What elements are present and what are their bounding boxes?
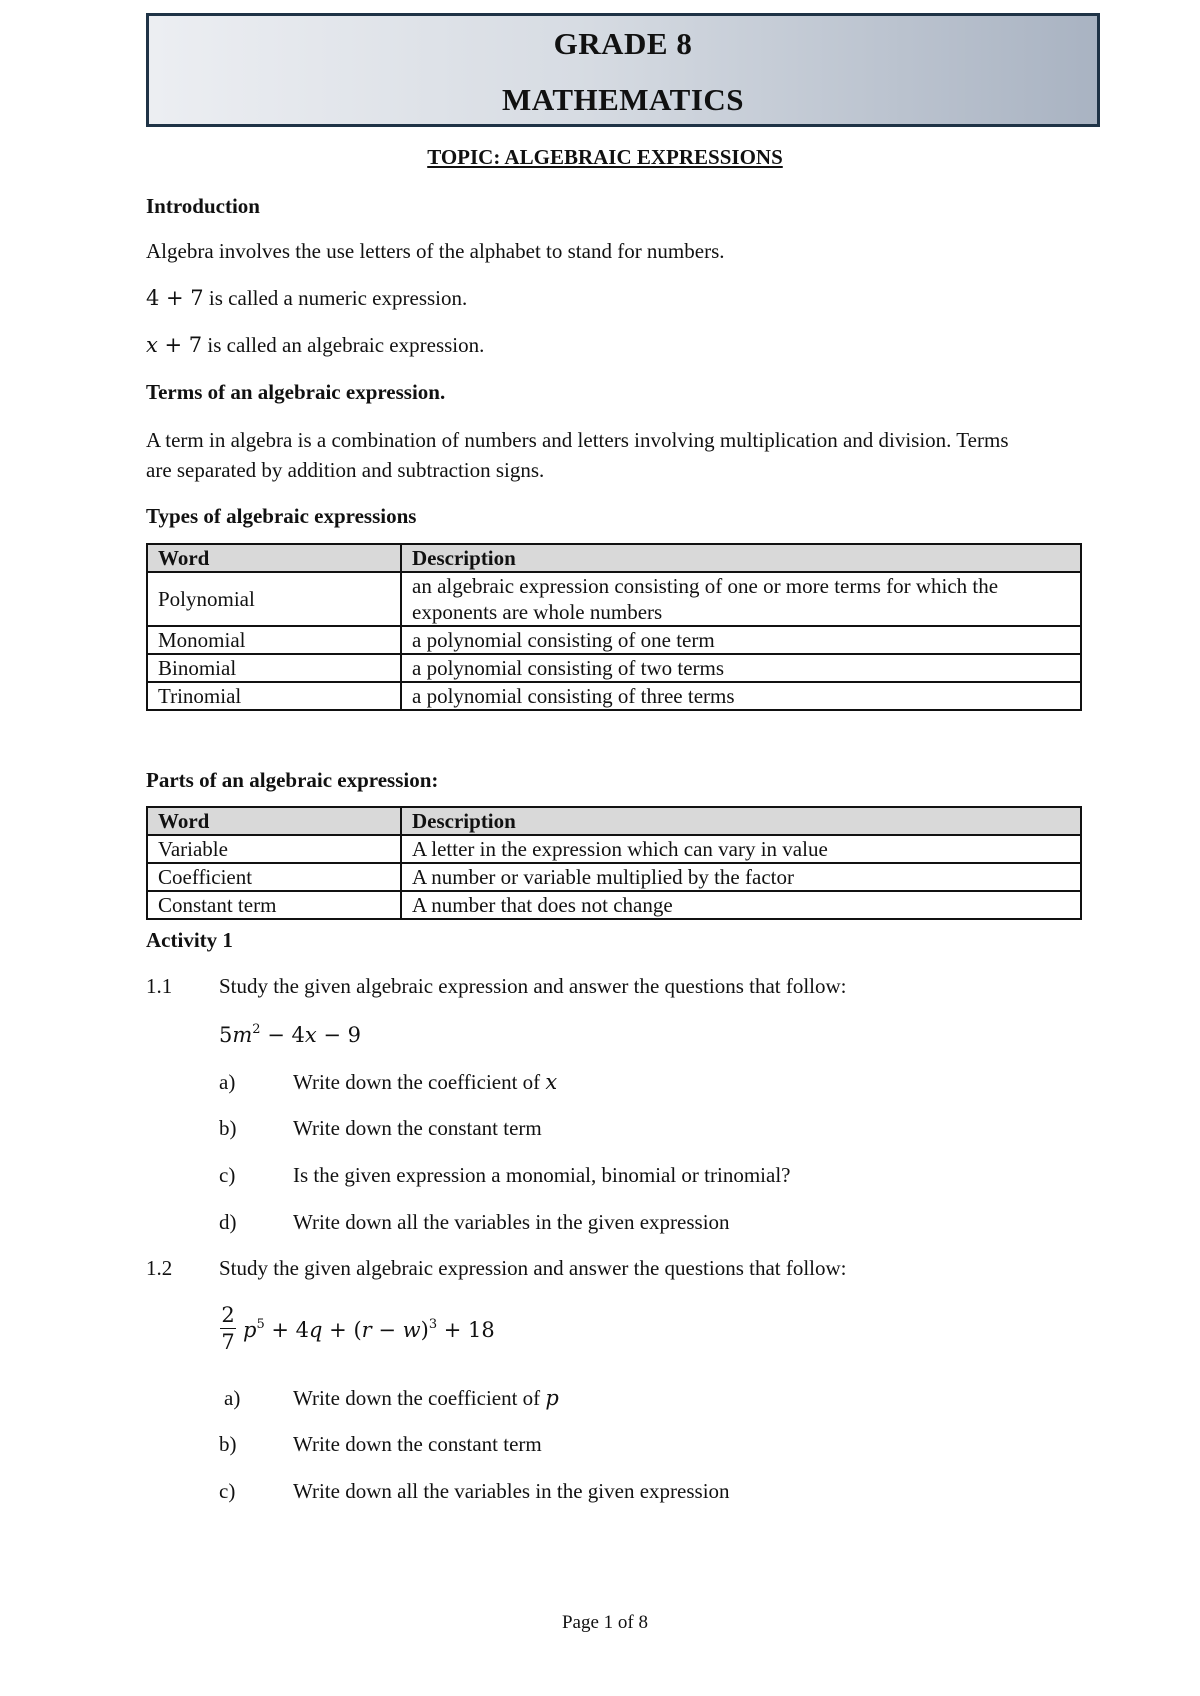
table-row bbox=[147, 835, 1081, 863]
algebraic-variable: x bbox=[146, 333, 158, 357]
table-row bbox=[147, 626, 1081, 654]
numeric-expression-text: is called a numeric expression. bbox=[203, 286, 468, 310]
question-text: Study the given algebraic expression and answer the questions that follow: bbox=[219, 1256, 847, 1280]
question-number: 1.1 bbox=[146, 974, 173, 998]
terms-heading: Terms of an algebraic expression. bbox=[146, 380, 446, 404]
table-cell-description: a polynomial consisting of one term bbox=[401, 626, 1081, 654]
table-header-row bbox=[147, 807, 1081, 835]
fraction-denominator: 7 bbox=[221, 1330, 235, 1354]
grade-title: GRADE 8 bbox=[553, 26, 693, 61]
table-cell-word: Variable bbox=[147, 835, 401, 863]
sub-question-text: Write down all the variables in the given expression bbox=[293, 1479, 730, 1503]
sub-question-text: Is the given expression a monomial, binomial or trinomial? bbox=[293, 1163, 791, 1187]
column-header: Word bbox=[147, 544, 401, 572]
table-cell-description: A number that does not change bbox=[401, 891, 1081, 919]
table-row bbox=[147, 891, 1081, 919]
sub-question-text: Write down the coefficient of p bbox=[293, 1386, 559, 1410]
numeric-expression: 4 + 7 bbox=[146, 286, 204, 310]
parts-heading: Parts of an algebraic expression: bbox=[146, 768, 439, 792]
table-cell-description: an algebraic expression consisting of one or more terms for which the exponents are whole numbers bbox=[401, 572, 1081, 626]
column-header: Description bbox=[401, 807, 1081, 835]
table-cell-description: a polynomial consisting of three terms bbox=[401, 682, 1081, 710]
table-cell-word: Constant term bbox=[147, 891, 401, 919]
algebraic-expression-line bbox=[146, 333, 484, 358]
table-cell-word: Coefficient bbox=[147, 863, 401, 891]
question-number: 1.2 bbox=[146, 1256, 173, 1280]
table-row bbox=[147, 572, 1081, 626]
sub-question-label: d) bbox=[219, 1210, 237, 1234]
terms-text: A term in algebra is a combination of numbers and letters involving multiplication and division. Terms are separated by addition and subtraction signs. bbox=[146, 428, 1009, 482]
table-header-row bbox=[147, 544, 1081, 572]
title-banner bbox=[146, 13, 1100, 127]
introduction-heading: Introduction bbox=[146, 194, 260, 218]
fraction bbox=[219, 1302, 237, 1355]
topic-heading: TOPIC: ALGEBRAIC EXPRESSIONS bbox=[427, 145, 783, 169]
sub-question-label: b) bbox=[219, 1432, 237, 1456]
question-expression: $p^5 + 4q + (r - w)^3 + 18$ bbox=[243, 1317, 495, 1342]
fraction-numerator: 2 bbox=[221, 1303, 235, 1327]
table-cell-description: A number or variable multiplied by the factor bbox=[401, 863, 1081, 891]
sub-question-text: Write down the constant term bbox=[293, 1116, 542, 1140]
algebraic-constant: + 7 bbox=[157, 333, 203, 357]
column-header: Word bbox=[147, 807, 401, 835]
sub-question-label: a) bbox=[224, 1386, 241, 1410]
table-cell-word: Trinomial bbox=[147, 682, 401, 710]
sub-question-label: a) bbox=[219, 1070, 236, 1094]
activity-heading: Activity 1 bbox=[146, 928, 233, 952]
table-cell-word: Polynomial bbox=[147, 572, 401, 626]
table-cell-word: Binomial bbox=[147, 654, 401, 682]
sub-question-text: Write down the constant term bbox=[293, 1432, 542, 1456]
parts-table bbox=[146, 806, 1082, 920]
question-text: Study the given algebraic expression and answer the questions that follow: bbox=[219, 974, 847, 998]
sub-question-text: Write down all the variables in the given expression bbox=[293, 1210, 730, 1234]
table-cell-word: Monomial bbox=[147, 626, 401, 654]
table-row bbox=[147, 682, 1081, 710]
page-number: Page 1 of 8 bbox=[561, 1612, 648, 1633]
subject-title: MATHEMATICS bbox=[501, 82, 745, 117]
algebraic-expression-text: is called an algebraic expression. bbox=[202, 333, 485, 357]
table-cell-description: A letter in the expression which can vary in value bbox=[401, 835, 1081, 863]
sub-question-label: c) bbox=[219, 1479, 236, 1503]
question-expression: $5m^2 - 4x - 9$ bbox=[219, 1022, 362, 1047]
sub-question-label: c) bbox=[219, 1163, 236, 1187]
table-cell-description: a polynomial consisting of two terms bbox=[401, 654, 1081, 682]
sub-question-text: Write down the coefficient of x bbox=[293, 1070, 558, 1094]
types-heading: Types of algebraic expressions bbox=[146, 504, 417, 528]
numeric-expression-line bbox=[146, 286, 467, 311]
sub-question-label: b) bbox=[219, 1116, 237, 1140]
table-row bbox=[147, 863, 1081, 891]
table-row bbox=[147, 654, 1081, 682]
types-table bbox=[146, 543, 1082, 711]
column-header: Description bbox=[401, 544, 1081, 572]
introduction-text: Algebra involves the use letters of the alphabet to stand for numbers. bbox=[146, 239, 725, 263]
